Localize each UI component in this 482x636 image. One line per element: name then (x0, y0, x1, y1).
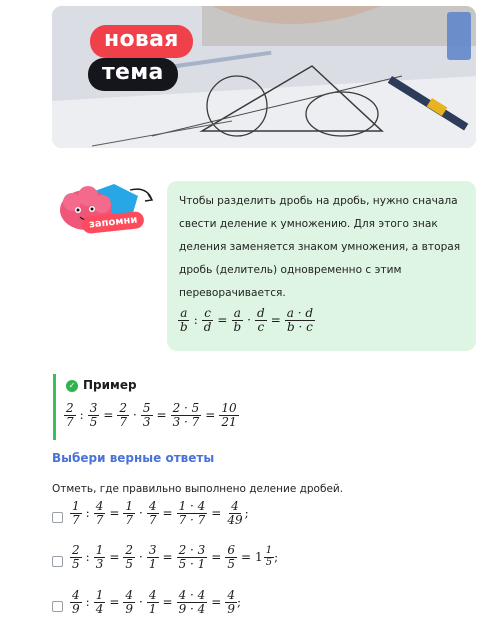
remember-badge: запомни (81, 211, 145, 234)
quiz-title: Выбери верные ответы (52, 451, 215, 465)
example-accent-bar (53, 374, 56, 440)
answer-option-1[interactable]: $\frac{1}{7}$ : $\frac{4}{7}$ = $\frac{1}{7}$ · $\frac{4}{7}$ = $\frac{1 \cdot 4}{7 \cdot 7}$ = $\frac{4}{49}$ ; (72, 499, 249, 527)
answer-option-2[interactable]: $\frac{2}{5}$ : $\frac{1}{3}$ = $\frac{2}{5}$ · $\frac{3}{1}$ = $\frac{2 \cdot 3}{5 \cdot 1}$ = $\frac{6}{5}$ = 1 $\frac{1}{5}$ ; (72, 543, 279, 571)
rule-card (167, 181, 476, 351)
tag-topic: тема (88, 58, 178, 91)
quiz-instruction: Отметь, где правильно выполнено деление дробей. (52, 483, 344, 495)
rule-text-line: деления заменяется знаком умножения, а вторая (179, 241, 461, 253)
example-title: Пример (83, 378, 137, 392)
checkbox-icon[interactable] (52, 556, 63, 567)
topic-banner (52, 6, 476, 148)
rule-text-line: свести деление к умножению. Для этого знак (179, 218, 438, 230)
rule-text-line: дробь (делитель) одновременно с этим (179, 264, 402, 276)
rule-text-line: переворачивается. (179, 287, 286, 299)
answer-option-3[interactable]: $\frac{4}{9}$ : $\frac{1}{4}$ = $\frac{4}{9}$ · $\frac{4}{1}$ = $\frac{4 \cdot 4}{9 \cdot 4}$ = $\frac{4}{9}$ ; (72, 588, 242, 616)
example-formula: $\frac{2}{7}$ : $\frac{3}{5}$ = $\frac{2}{7}$ · $\frac{5}{3}$ = $\frac{2 \cdot 5}{3 \cdot 7}$ = $\frac{10}{21}$ (66, 401, 237, 429)
tag-new: новая (90, 25, 193, 58)
check-icon: ✓ (66, 380, 78, 392)
rule-text-line: Чтобы разделить дробь на дробь, нужно сначала (179, 195, 458, 207)
checkbox-icon[interactable] (52, 601, 63, 612)
checkbox-icon[interactable] (52, 512, 63, 523)
rule-formula: $\frac{a}{b}$ : $\frac{c}{d}$ = $\frac{a}{b}$ · $\frac{d}{c}$ = $\frac{a \cdot d}{b \cdot c}$ (180, 306, 314, 334)
